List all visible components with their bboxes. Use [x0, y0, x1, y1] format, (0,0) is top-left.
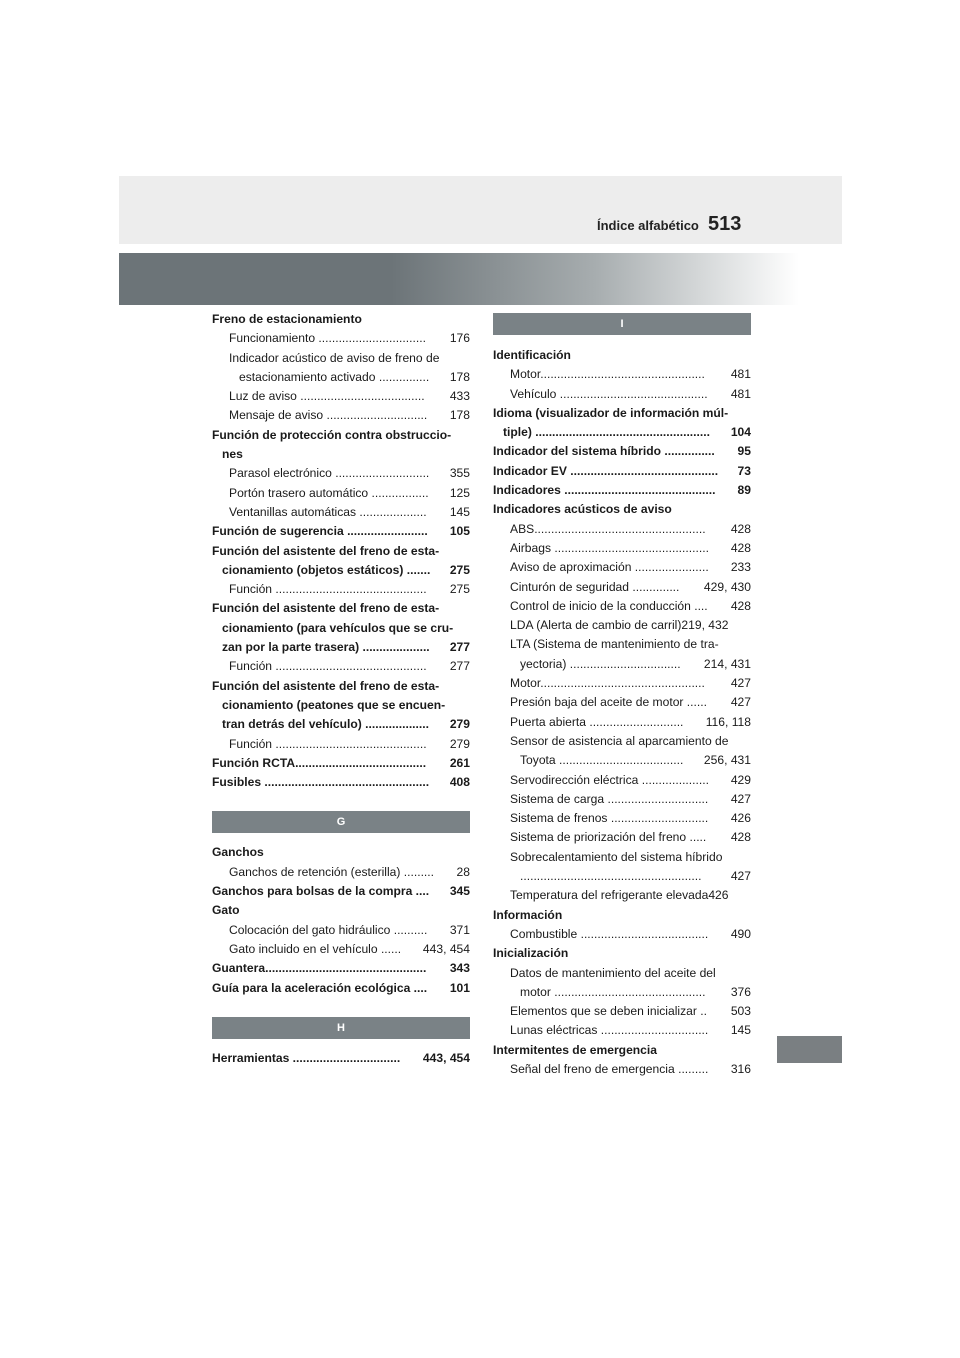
index-entry: Intermitentes de emergencia — [493, 1042, 657, 1057]
index-subentry: Luz de aviso ..................................... 433 — [229, 389, 470, 404]
index-entry: Idioma (visualizador de información múl- — [493, 405, 729, 420]
index-entry: Función del asistente del freno de esta- — [212, 543, 440, 558]
index-subentry: LTA (Sistema de mantenimiento de tra- — [510, 637, 719, 652]
index-subentry: Señal del freno de emergencia ......... 316 — [510, 1061, 751, 1076]
index-subentry: Cinturón de seguridad .............. 429, 430 — [510, 579, 751, 594]
index-subentry-cont: ...................................................... 427 — [520, 869, 751, 884]
index-entry: Guantera................................................ 343 — [212, 961, 470, 976]
index-subentry: Funcionamiento ................................ 176 — [229, 331, 470, 346]
decorative-gradient-bar — [119, 253, 799, 305]
index-entry: Función RCTA....................................... 261 — [212, 755, 470, 770]
index-subentry-cont: motor ............................................. 376 — [520, 984, 751, 999]
index-subentry: Elementos que se deben inicializar .. 503 — [510, 1004, 751, 1019]
index-entry: Indicador EV ............................................ 73 — [493, 463, 751, 478]
index-subentry: LDA (Alerta de cambio de carril)219, 432 — [510, 618, 729, 633]
index-subentry: Sensor de asistencia al aparcamiento de — [510, 733, 729, 748]
index-entry: Función del asistente del freno de esta- — [212, 601, 440, 616]
index-subentry: Motor................................................. 427 — [510, 676, 751, 691]
index-entry: Inicialización — [493, 946, 569, 961]
index-subentry: Sistema de frenos ............................. 426 — [510, 811, 751, 826]
index-subentry: Lunas eléctricas ................................ 145 — [510, 1023, 751, 1038]
index-entry: Herramientas ................................ 443, 454 — [212, 1050, 470, 1065]
index-entry: Gato — [212, 903, 240, 918]
index-entry: Fusibles ................................................. 408 — [212, 775, 470, 790]
index-subentry: Función ............................................. 277 — [229, 659, 470, 674]
index-subentry-cont: yectoria) ................................. 214, 431 — [520, 656, 751, 671]
index-subentry: Indicador acústico de aviso de freno de — [229, 350, 440, 365]
index-subentry: Vehículo ............................................ 481 — [510, 386, 751, 401]
index-entry: Identificación — [493, 348, 571, 362]
letter-heading-g: G — [212, 811, 470, 833]
index-entry-cont: tran detrás del vehículo) ................... 279 — [222, 717, 470, 732]
index-subentry-cont: Toyota ..................................... 256, 431 — [520, 753, 751, 768]
index-subentry: Ganchos de retención (esterilla) ......... 28 — [229, 864, 470, 879]
index-subentry: Aviso de aproximación ...................... 233 — [510, 560, 751, 575]
index-subentry: Sobrecalentamiento del sistema híbrido — [510, 849, 723, 864]
index-subentry: Presión baja del aceite de motor ...... 427 — [510, 695, 751, 710]
index-subentry: Función ............................................. 279 — [229, 736, 470, 751]
index-column-right — [493, 310, 751, 1079]
index-subentry: Combustible ...................................... 490 — [510, 926, 751, 941]
index-entry-cont: nes — [222, 447, 243, 462]
index-entry: Indicadores ............................................. 89 — [493, 483, 751, 498]
index-entry-cont: cionamiento (peatones que se encuen- — [222, 697, 446, 712]
index-entry: Ganchos — [212, 845, 264, 860]
index-subentry: Datos de mantenimiento del aceite del — [510, 965, 716, 980]
index-subentry: Mensaje de aviso .............................. 178 — [229, 408, 470, 423]
index-subentry: Sistema de carga .............................. 427 — [510, 791, 751, 806]
letter-heading-h: H — [212, 1017, 470, 1039]
thumb-index-tab — [777, 1036, 842, 1063]
index-subentry: Control de inicio de la conducción .... 428 — [510, 598, 751, 613]
index-subentry: Parasol electrónico ............................ 355 — [229, 466, 470, 481]
index-subentry: Puerta abierta ............................ 116, 118 — [510, 714, 751, 729]
index-entry: Función de protección contra obstruccio- — [212, 427, 452, 442]
index-subentry: Colocación del gato hidráulico .......... 371 — [229, 922, 470, 937]
index-entry-cont: zan por la parte trasera) .................... 277 — [222, 640, 470, 655]
index-entry: Freno de estacionamiento — [212, 312, 362, 326]
section-title: Índice alfabético — [597, 218, 699, 233]
index-subentry-cont: estacionamiento activado ............... 178 — [239, 369, 470, 384]
index-subentry: Airbags .............................................. 428 — [510, 540, 751, 555]
index-entry-cont: cionamiento (para vehículos que se cru- — [222, 620, 454, 635]
index-entry-cont: tiple) .................................................... 104 — [503, 425, 751, 440]
letter-heading-i: I — [493, 313, 751, 335]
index-subentry: Gato incluido en el vehículo ...... 443, 454 — [229, 941, 470, 956]
index-subentry: Sistema de priorización del freno ..... 428 — [510, 830, 751, 845]
index-entry: Función de sugerencia ........................ 105 — [212, 524, 470, 539]
index-subentry: Portón trasero automático ................. 125 — [229, 485, 470, 500]
index-subentry: ABS................................................... 428 — [510, 521, 751, 536]
index-entry-cont: cionamiento (objetos estáticos) ....... 275 — [222, 562, 470, 577]
index-subentry: Temperatura del refrigerante elevada426 — [510, 888, 729, 903]
index-subentry: Servodirección eléctrica .................... 429 — [510, 772, 751, 787]
index-entry: Ganchos para bolsas de la compra .... 345 — [212, 884, 470, 899]
index-entry: Información — [493, 907, 563, 922]
index-subentry: Función ............................................. 275 — [229, 582, 470, 597]
index-entry: Guía para la aceleración ecológica .... 101 — [212, 980, 470, 995]
index-entry: Indicadores acústicos de aviso — [493, 502, 672, 517]
index-entry: Indicador del sistema híbrido ............... 95 — [493, 444, 751, 459]
index-subentry: Motor................................................. 481 — [510, 367, 751, 382]
index-entry: Función del asistente del freno de esta- — [212, 678, 440, 693]
page-number: 513 — [708, 213, 742, 235]
index-column-left — [212, 310, 470, 1068]
index-subentry: Ventanillas automáticas .................... 145 — [229, 504, 470, 519]
